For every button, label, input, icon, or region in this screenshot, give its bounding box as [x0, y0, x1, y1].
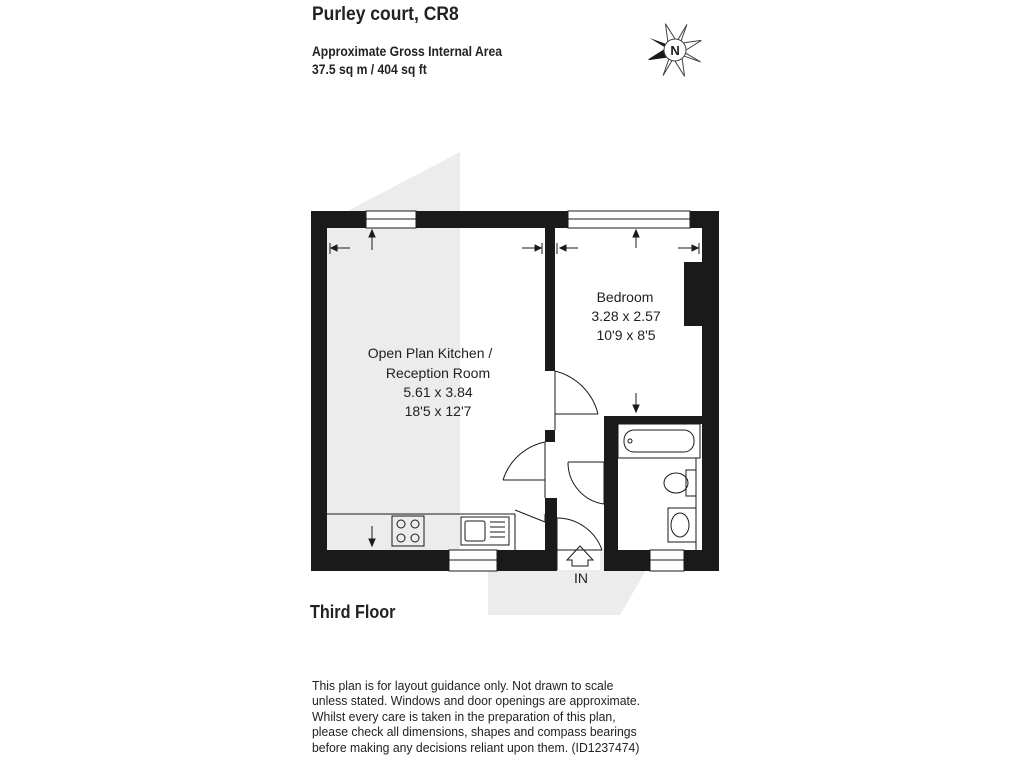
- disclaimer-line: Whilst every care is taken in the preparation of this plan,: [312, 708, 616, 724]
- bedroom-label: [591, 289, 660, 343]
- compass-north-letter: N: [670, 43, 680, 58]
- entrance-arrow: [567, 546, 593, 566]
- disclaimer-line: unless stated. Windows and door openings are approximate.: [312, 693, 641, 709]
- entrance-label: IN: [574, 570, 588, 586]
- floor-label: Third Floor: [310, 602, 396, 622]
- kitchen-name-line2: Reception Room: [385, 365, 491, 381]
- disclaimer-line: before making any decisions reliant upon them. (ID1237474): [312, 739, 640, 755]
- area-value: 37.5 sq m / 404 sq ft: [312, 62, 427, 77]
- bedroom-name: Bedroom: [596, 289, 654, 305]
- disclaimer-line: This plan is for layout guidance only. Not drawn to scale: [312, 678, 614, 693]
- disclaimer-line: please check all dimensions, shapes and compass bearings: [312, 724, 637, 740]
- bathtub-icon: [618, 424, 700, 458]
- disclaimer: [312, 678, 640, 755]
- toilet-icon: [664, 470, 696, 496]
- sink-icon: [461, 517, 509, 545]
- bedroom-dimensions-metric: 3.28 x 2.57: [591, 308, 661, 324]
- washbasin-icon: [668, 508, 696, 542]
- bedroom-dimensions-imperial: 10'9 x 8'5: [596, 327, 656, 343]
- kitchen-name-line1: Open Plan Kitchen /: [367, 345, 493, 361]
- property-title: Purley court, CR8: [312, 4, 459, 25]
- kitchen-dimensions-imperial: 18'5 x 12'7: [404, 403, 472, 419]
- area-label: Approximate Gross Internal Area: [312, 44, 502, 59]
- compass-icon: [639, 14, 711, 86]
- bathroom-fixtures: [618, 424, 700, 550]
- kitchen-dimensions-metric: 5.61 x 3.84: [403, 384, 473, 400]
